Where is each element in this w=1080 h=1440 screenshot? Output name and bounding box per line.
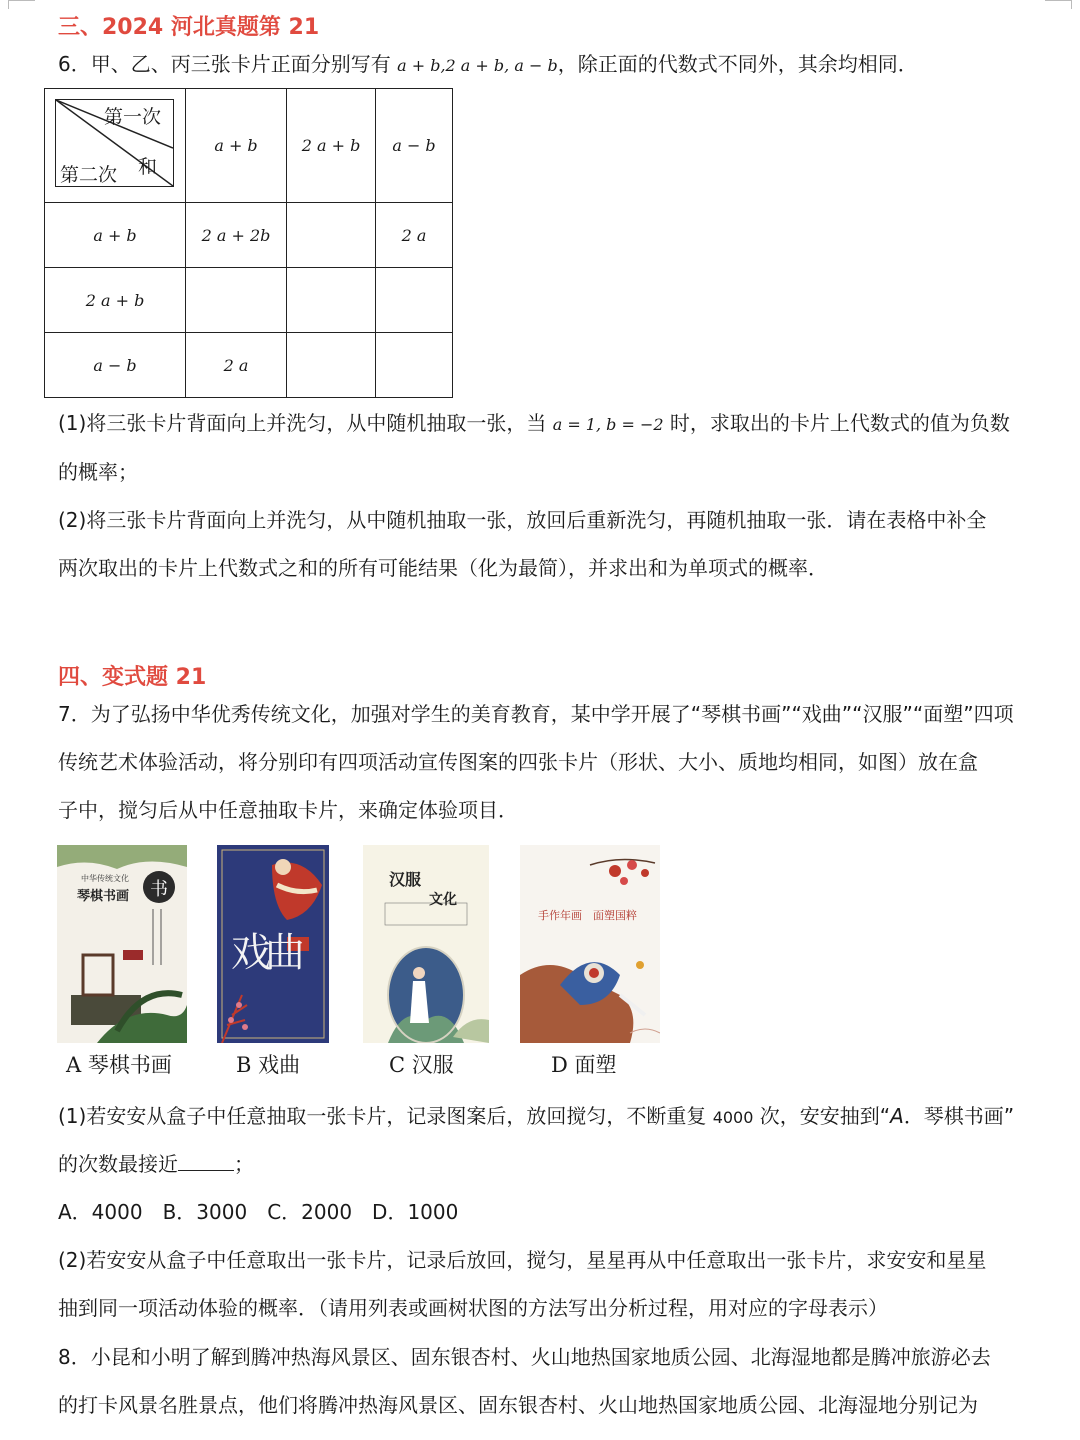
table-cell: 2 a	[186, 333, 287, 398]
card-a-caption: A 琴棋书画	[66, 1053, 172, 1077]
corner-label-sum: 和	[138, 156, 158, 178]
q6-part1-line1	[58, 411, 1010, 437]
q6-intro-math: a + b,2 a + b, a − b	[397, 56, 558, 75]
sum-table	[44, 88, 453, 398]
table-cell: 2 a + 2b	[186, 203, 287, 268]
card-b-image	[217, 845, 329, 1043]
q7-line1: 7．为了弘扬中华优秀传统文化，加强对学生的美育教育，某中学开展了“琴棋书画”“戏曲”“汉服”“面塑”四项	[58, 702, 1014, 726]
q6-part1-line2: 的概率；	[58, 460, 138, 484]
card-a-title: 琴棋书画	[77, 889, 130, 904]
card-c-image	[363, 845, 489, 1043]
q6-part2-line1: (2)将三张卡片背面向上并洗匀，从中随机抽取一张，放回后重新洗匀，再随机抽取一张．请在表格中补全	[58, 508, 987, 532]
section3-heading: 三、2024 河北真题第 21	[58, 15, 320, 40]
q7-part1-count: 4000	[712, 1108, 754, 1127]
q6-intro	[58, 52, 918, 78]
col-header-1: a + b	[186, 89, 287, 203]
table-cell	[287, 333, 376, 398]
q7-part1-post: ．琴棋书画”	[903, 1104, 1015, 1128]
q6-intro-pre: 6．甲、乙、丙三张卡片正面分别写有	[58, 52, 398, 76]
q6-part1-post: 时，求取出的卡片上代数式的值为负数	[663, 411, 1010, 435]
table-corner-cell	[45, 89, 186, 203]
q7-part1-pre: (1)若安安从盒子中任意抽取一张卡片，记录图案后，放回搅匀，不断重复	[58, 1104, 713, 1128]
card-d-caption: D 面塑	[551, 1053, 617, 1077]
col-header-2: 2 a + b	[287, 89, 376, 203]
card-c-title: 汉服	[389, 870, 422, 889]
card-a-subtitle: 中华传统文化	[81, 874, 129, 883]
q6-part1-pre: (1)将三张卡片背面向上并洗匀，从中随机抽取一张，当	[58, 411, 553, 435]
row-header-1: a + b	[45, 203, 186, 268]
col-header-3: a − b	[376, 89, 453, 203]
row-header-3: a − b	[45, 333, 186, 398]
q6-part2-line2: 两次取出的卡片上代数式之和的所有可能结果（化为最简），并求出和为单项式的概率．	[58, 556, 828, 580]
row-header-2: 2 a + b	[45, 268, 186, 333]
q7-part1-line2-post: ；	[234, 1152, 254, 1176]
q7-part1-line2	[58, 1152, 254, 1176]
table-cell	[287, 268, 376, 333]
card-d-illustration	[520, 845, 660, 1043]
q7-part2-line1: (2)若安安从盒子中任意取出一张卡片，记录后放回，搅匀，星星再从中任意取出一张卡片，求安安和星星	[58, 1248, 987, 1272]
card-c-caption: C 汉服	[389, 1053, 454, 1077]
q7-part2-line2: 抽到同一项活动体验的概率．（请用列表或画树状图的方法写出分析过程，用对应的字母表示）	[58, 1296, 888, 1320]
q8-line1: 8．小昆和小明了解到腾冲热海风景区、固东银杏村、火山地热国家地质公园、北海湿地都是腾冲旅游必去	[58, 1345, 991, 1369]
table-cell	[376, 333, 453, 398]
page-corner-left	[8, 0, 35, 9]
q8-line2: 的打卡风景名胜景点，他们将腾冲热海风景区、固东银杏村、火山地热国家地质公园、北海湿地分别记为	[58, 1393, 978, 1417]
page-corner-right	[1045, 0, 1072, 9]
section4-heading: 四、变式题 21	[58, 665, 207, 690]
diagonal-header-box	[55, 99, 174, 187]
q7-part1-mid: 次，安安抽到“	[753, 1104, 891, 1128]
card-d-title: 手作年画 面塑国粹	[538, 909, 637, 922]
q7-part1-line1	[58, 1104, 1014, 1130]
q7-part1-italic: A	[890, 1104, 904, 1128]
answer-blank	[178, 1152, 234, 1171]
card-a-seal: 书	[150, 879, 168, 900]
card-b-title: 戏曲	[231, 930, 299, 976]
card-d-image	[520, 845, 660, 1043]
table-cell	[186, 268, 287, 333]
card-c-illustration	[363, 845, 489, 1043]
table-cell: 2 a	[376, 203, 453, 268]
q6-part1-math: a = 1, b = −2	[552, 415, 664, 434]
card-c-title2: 文化	[429, 892, 457, 908]
card-a-image	[57, 845, 187, 1043]
q7-line3: 子中，搅匀后从中任意抽取卡片，来确定体验项目．	[58, 798, 518, 822]
q7-options: A．4000 B．3000 C．2000 D．1000	[58, 1200, 459, 1224]
card-b-caption: B 戏曲	[236, 1053, 301, 1077]
q7-part1-line2-pre: 的次数最接近	[58, 1152, 178, 1176]
corner-label-second: 第二次	[60, 164, 118, 186]
table-cell	[376, 268, 453, 333]
q7-line2: 传统艺术体验活动，将分别印有四项活动宣传图案的四张卡片（形状、大小、质地均相同，如图）放在盒	[58, 750, 978, 774]
table-cell	[287, 203, 376, 268]
corner-label-first: 第一次	[104, 106, 162, 128]
q6-intro-post: ，除正面的代数式不同外，其余均相同．	[557, 52, 918, 76]
